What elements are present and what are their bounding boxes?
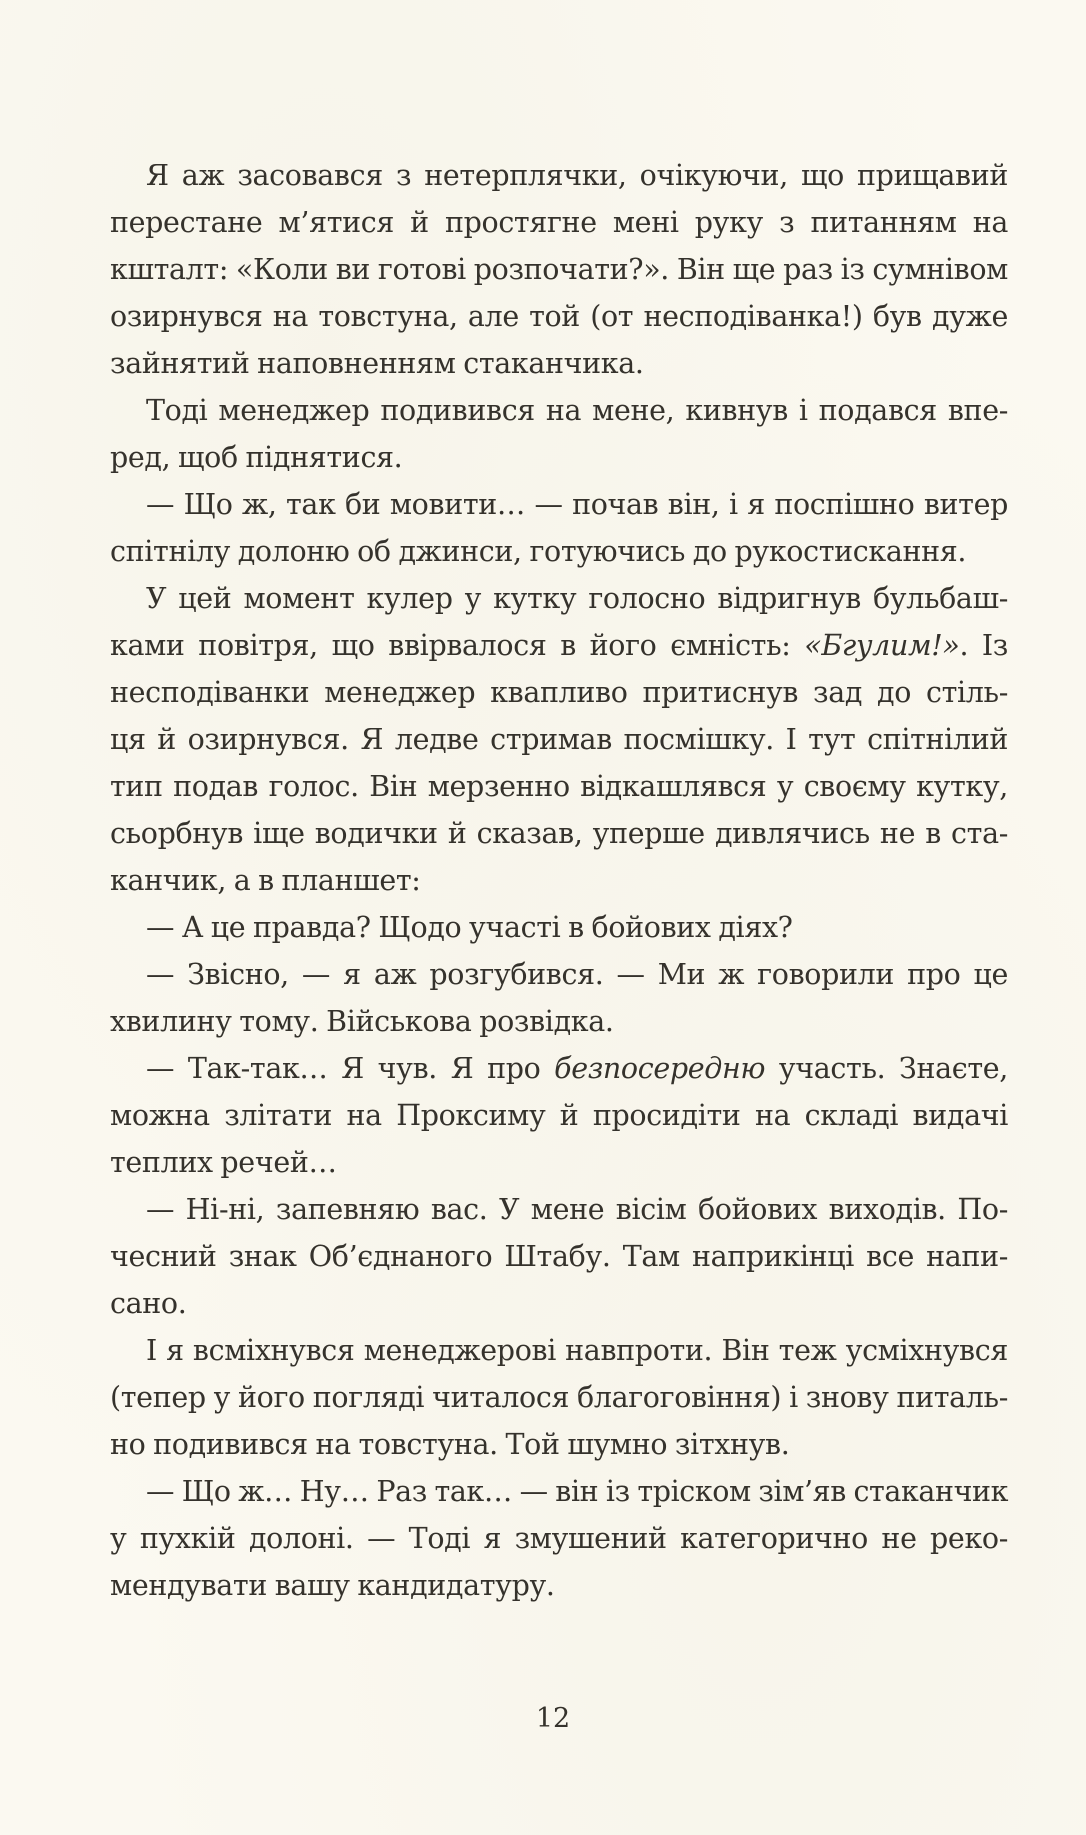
text-line: — Звісно, — я аж розгубився. — Ми ж говорили про це [146, 958, 1008, 991]
text-line: перестане м’ятися й простягне мені руку з питанням на [110, 206, 1008, 239]
text-line: — А це правда? Щодо участі в бойових діях? [146, 911, 793, 944]
text-line: І я всміхнувся менеджерові навпроти. Він теж усміхнувся [146, 1334, 1008, 1367]
text-line: чесний знак Об’єднаного Штабу. Там наприкінці все напи- [110, 1240, 1008, 1273]
text-line [110, 1045, 1008, 1092]
text-line [110, 622, 1008, 669]
body-text [110, 152, 1008, 1609]
text-line: Тоді менеджер подивився на мене, кивнув і подався впе- [146, 394, 1008, 427]
text-line: у пухкій долоні. — Тоді я змушений категорично не реко- [110, 1522, 1008, 1555]
text-line: сано. [110, 1287, 187, 1320]
text-line: зайнятий наповненням стаканчика. [110, 347, 644, 380]
text-line: но подивився на товстуна. Той шумно зітхнув. [110, 1428, 790, 1461]
text-line: несподіванки менеджер квапливо притиснув зад до стіль- [110, 676, 1008, 709]
text-line: тип подав голос. Він мерзенно відкашлявся у своєму кутку, [110, 770, 1008, 803]
text-segment: — Так-так… Я чув. Я про [146, 1052, 555, 1085]
text-line: Я аж засовався з нетерплячки, очікуючи, що прищавий [146, 159, 1008, 192]
italic-emphasis: безпосередню [554, 1052, 766, 1085]
text-line: теплих речей… [110, 1146, 337, 1179]
text-line: У цей момент кулер у кутку голосно відригнув бульбаш- [146, 582, 1008, 615]
text-line: — Що ж… Ну… Раз так… — він із тріском зім’яв стаканчик [146, 1475, 1008, 1508]
text-line: — Ні-ні, запевняю вас. У мене вісім бойових виходів. По- [146, 1193, 1008, 1226]
page-number: 12 [535, 1703, 571, 1734]
text-line: ця й озирнувся. Я ледве стримав посмішку. І тут спітнілий [110, 723, 1008, 756]
text-line: спітнілу долоню об джинси, готуючись до рукостискання. [110, 535, 967, 568]
text-line: канчик, а в планшет: [110, 864, 421, 897]
text-line: мендувати вашу кандидатуру. [110, 1569, 555, 1602]
text-segment: . Із [959, 629, 1008, 662]
italic-emphasis: «Бгулим!» [804, 629, 960, 662]
text-line: хвилину тому. Військова розвідка. [110, 1005, 614, 1038]
text-segment: ками повітря, що ввірвалося в його ємність: [110, 629, 805, 662]
text-line: озирнувся на товстуна, але той (от несподіванка!) був дуже [110, 300, 1008, 333]
text-segment: участь. Знаєте, [765, 1052, 1008, 1085]
text-line: кшталт: «Коли ви готові розпочати?». Він ще раз із сумнівом [110, 253, 1008, 286]
text-line: можна злітати на Проксиму й просидіти на складі видачі [110, 1099, 1008, 1132]
text-line: (тепер у його погляді читалося благоговіння) і знову питаль- [110, 1381, 1008, 1414]
text-line: ред, щоб піднятися. [110, 441, 403, 474]
text-line: — Що ж, так би мовити… — почав він, і я поспішно витер [146, 488, 1008, 521]
text-line: сьорбнув іще водички й сказав, уперше дивлячись не в ста- [110, 817, 1008, 850]
